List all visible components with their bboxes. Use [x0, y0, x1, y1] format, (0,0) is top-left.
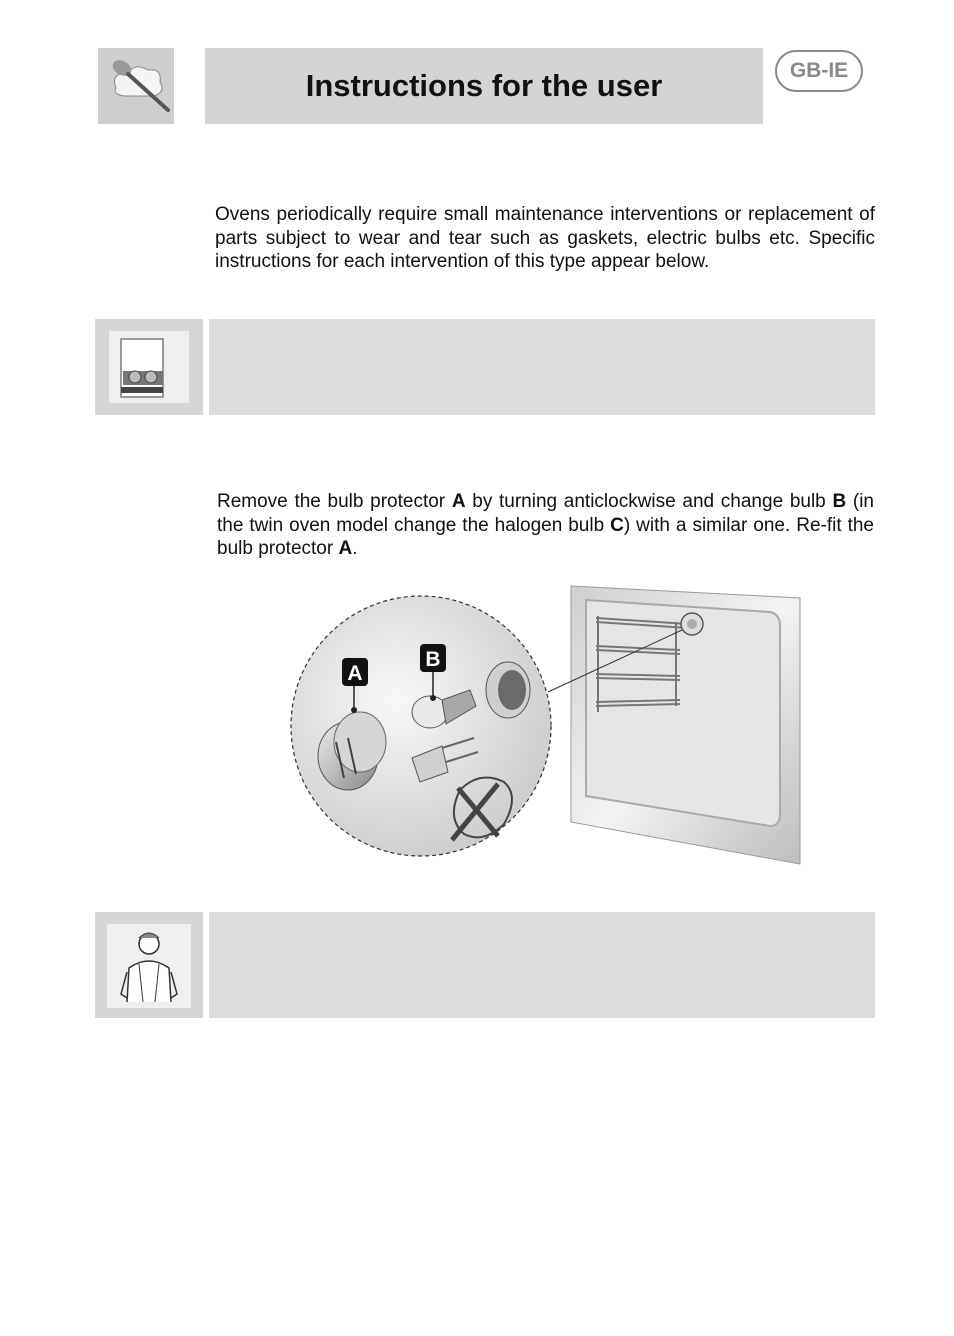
chef-spoon-icon	[98, 48, 174, 124]
instruction-text: (in the twin oven model change the halogen bulb	[217, 491, 874, 536]
label-a: A	[347, 662, 363, 685]
label-b: B	[425, 648, 441, 671]
oven-light-icon	[95, 319, 203, 415]
language-badge: GB-IE	[775, 50, 863, 92]
notice-icon-box	[95, 912, 203, 1018]
bulb-replacement-figure	[280, 582, 810, 872]
detail-circle	[291, 596, 551, 856]
notice-band	[209, 319, 875, 415]
label-a-bold: A	[338, 538, 353, 559]
intro-paragraph: Ovens periodically require small maintenance interventions or replacement of parts subject to wear and tear such as gaskets, electric bulbs etc. Specific instructions for each intervention of this type appear below.	[215, 204, 875, 272]
page-title: Instructions for the user	[305, 68, 663, 103]
label-c-bold: C	[610, 514, 624, 536]
instruction-paragraph	[217, 490, 874, 561]
notice-icon-box	[95, 319, 203, 415]
label-b-bold: B	[832, 491, 847, 512]
technician-icon	[95, 912, 203, 1018]
instruction-text: ) with a similar one. Re-fit the bulb protector	[217, 514, 874, 559]
instruction-text: by turning anticlockwise and change bulb	[465, 491, 833, 512]
instruction-text: Remove the bulb protector	[217, 491, 452, 512]
oven-cavity-illustration	[571, 586, 800, 864]
label-a-bold: A	[451, 491, 466, 512]
notice-band	[209, 912, 875, 1018]
instruction-text: .	[352, 538, 358, 559]
header-bar	[205, 48, 763, 124]
